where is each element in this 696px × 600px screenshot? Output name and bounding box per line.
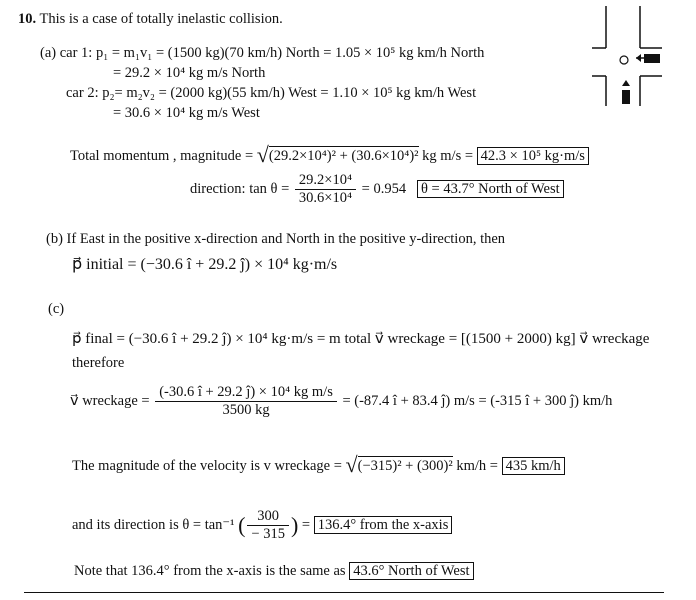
intersection-diagram <box>592 6 662 106</box>
car1-icon <box>622 90 630 104</box>
total-momentum-answer: 42.3 × 10⁵ kg·m/s <box>477 147 589 165</box>
v-wreckage-denominator: 3500 kg <box>222 402 270 418</box>
magnitude-answer: 435 km/h <box>502 457 565 475</box>
angle-row: and its direction is θ = tan⁻¹ ( $\frac{300}{- 315}$ ) = 136.4° from the x-axis <box>72 508 452 543</box>
car1-momentum-si: = 29.2 × 10⁴ kg m/s North <box>113 65 266 81</box>
total-momentum-sqrt: (29.2×10⁴)² + (30.6×10⁴)² <box>268 148 419 164</box>
car2-momentum-si: = 30.6 × 10⁴ kg m/s West <box>113 105 260 121</box>
v-wreckage-rhs: = (-87.4 î + 83.4 ĵ) m/s = (-315 î + 300 ĵ) km/h <box>342 392 613 409</box>
p-initial-equation: p⃗ initial = (−30.6 î + 29.2 ĵ) × 10⁴ kg·m/s <box>72 256 338 273</box>
v-wreckage-lhs: v⃗ wreckage = <box>70 392 150 409</box>
part-c-label: (c) <box>48 301 65 317</box>
car2-momentum: car 2: p₂= m₂v₂ = (2000 kg)(55 km/h) West = 1.10 × 10⁵ kg km/h West <box>66 85 477 101</box>
note-row <box>74 562 474 580</box>
total-momentum-label: Total momentum , magnitude = <box>70 148 254 164</box>
magnitude-row: The magnitude of the velocity is v wreckage = √(−315)² + (300)² km/h = 435 km/h <box>72 456 565 475</box>
note-answer: 43.6° North of West <box>349 562 473 580</box>
therefore-text: therefore <box>72 355 125 371</box>
part-b-statement: (b) If East in the positive x-direction and North in the positive y-direction, then <box>46 231 506 247</box>
angle-label: and its direction is θ = tan⁻¹ <box>72 516 235 533</box>
angle-equals: = <box>301 516 311 533</box>
v-wreckage-row <box>70 384 612 419</box>
direction-denominator: 30.6×10⁴ <box>298 190 353 206</box>
note-text: Note that 136.4° from the x-axis is the same as <box>74 563 346 579</box>
direction-label: direction: tan θ = <box>190 180 290 197</box>
total-momentum-row: Total momentum , magnitude = √(29.2×10⁴)² + (30.6×10⁴)² kg m/s = 42.3 × 10⁵ kg·m/s <box>70 146 589 165</box>
angle-numerator: 300 <box>247 508 289 526</box>
direction-answer: θ = 43.7° North of West <box>417 180 564 198</box>
v-wreckage-numerator: (-30.6 î + 29.2 ĵ) × 10⁴ kg m/s <box>155 384 337 402</box>
magnitude-unit: km/h = <box>456 458 498 474</box>
p-final-equation: p⃗ final = (−30.6 î + 29.2 ĵ) × 10⁴ kg·m/s = m total v⃗ wreckage = [(1500 + 2000) kg] v⃗ wreckage <box>72 331 650 347</box>
problem-number: 10. <box>18 11 37 27</box>
collision-icon <box>620 56 628 64</box>
magnitude-sqrt: (−315)² + (300)² <box>357 458 453 474</box>
total-momentum-unit: kg m/s = <box>422 148 474 164</box>
direction-value: = 0.954 <box>361 180 407 197</box>
angle-answer: 136.4° from the x-axis <box>314 516 453 534</box>
car2-icon <box>644 54 660 63</box>
angle-denominator: − 315 <box>251 526 285 542</box>
magnitude-label: The magnitude of the velocity is v wreckage = <box>72 458 342 474</box>
problem-heading <box>18 10 283 28</box>
direction-row <box>190 172 564 207</box>
car1-momentum: (a) car 1: p₁ = m₁v₁ = (1500 kg)(70 km/h) North = 1.05 × 10⁵ kg km/h North <box>40 45 485 61</box>
direction-numerator: 29.2×10⁴ <box>295 172 356 190</box>
problem-intro: This is a case of totally inelastic collision. <box>39 11 283 27</box>
bottom-rule <box>24 592 664 593</box>
